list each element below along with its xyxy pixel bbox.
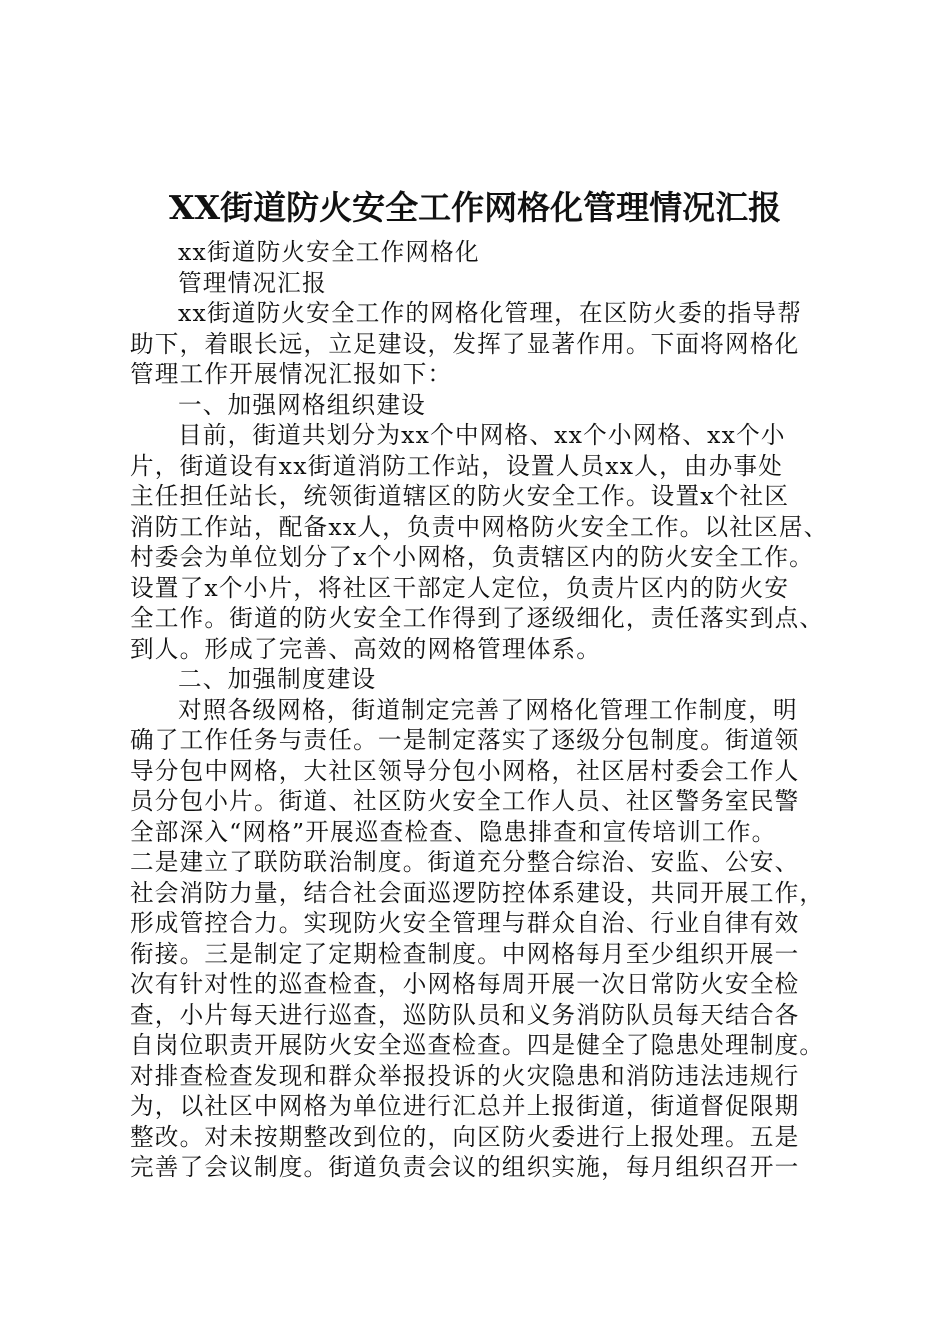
body-line: 设置了x个小片，将社区干部定人定位，负责片区内的防火安 [130,573,790,602]
body-line: 主任担任站长，统领街道辖区的防火安全工作。设置x个社区 [130,482,790,510]
body-line: 衔接。三是制定了定期检查制度。中网格每月至少组织开展一 [130,939,800,968]
document-title: XX街道防火安全工作网格化管理情况汇报 [168,188,782,227]
body-line: 形成管控合力。实现防火安全管理与群众自治、行业自律有效 [130,909,800,937]
body-line: 导分包中网格，大社区领导分包小网格，社区居村委会工作人 [130,756,800,785]
body-line: 到人。形成了完善、高效的网格管理体系。 [130,634,602,663]
body-line: xx街道防火安全工作网格化 [178,238,480,266]
body-line: 自岗位职责开展防火安全巡查检查。四是健全了隐患处理制度。 [130,1031,825,1059]
body-line: xx街道防火安全工作的网格化管理，在区防火委的指导帮 [178,299,803,327]
body-line: 对照各级网格，街道制定完善了网格化管理工作制度，明 [178,695,798,724]
body-line: 确了工作任务与责任。一是制定落实了逐级分包制度。街道领 [130,726,800,754]
body-line: 管理情况汇报 [178,268,327,297]
body-line: 消防工作站，配备xx人，负责中网格防火安全工作。以社区居、 [130,512,829,541]
section-heading: 二、加强制度建设 [178,665,377,693]
body-line: 村委会为单位划分了x个小网格，负责辖区内的防火安全工作。 [130,543,814,571]
body-line: 次有针对性的巡查检查，小网格每周开展一次日常防火安全检 [130,970,800,998]
document-body [130,237,830,1183]
body-line: 助下，着眼长远，立足建设，发挥了显著作用。下面将网格化 [130,329,800,358]
body-line: 查，小片每天进行巡查，巡防队员和义务消防队员每天结合各 [130,1000,800,1029]
body-line: 为，以社区中网格为单位进行汇总并上报街道，街道督促限期 [130,1092,800,1120]
body-line: 全工作。街道的防火安全工作得到了逐级细化，责任落实到点、 [130,604,825,632]
body-line: 整改。对未按期整改到位的，向区防火委进行上报处理。五是 [130,1122,800,1151]
body-line: 全部深入“网格”开展巡查检查、隐患排查和宣传培训工作。 [130,817,777,846]
body-line: 对排查检查发现和群众举报投诉的火灾隐患和消防违法违规行 [130,1061,800,1090]
body-line: 目前，街道共划分为xx个中网格、xx个小网格、xx个小 [178,421,786,449]
body-line: 完善了会议制度。街道负责会议的组织实施，每月组织召开一 [130,1153,800,1181]
body-line: 管理工作开展情况汇报如下： [130,360,453,388]
body-line: 社会消防力量，结合社会面巡逻防控体系建设，共同开展工作， [130,878,825,907]
section-heading: 一、加强网格组织建设 [178,390,426,419]
body-line: 片，街道设有xx街道消防工作站，设置人员xx人，由办事处 [130,451,784,480]
body-line: 员分包小片。街道、社区防火安全工作人员、社区警务室民警 [130,787,800,815]
body-line: 二是建立了联防联治制度。街道充分整合综治、安监、公安、 [130,848,800,876]
